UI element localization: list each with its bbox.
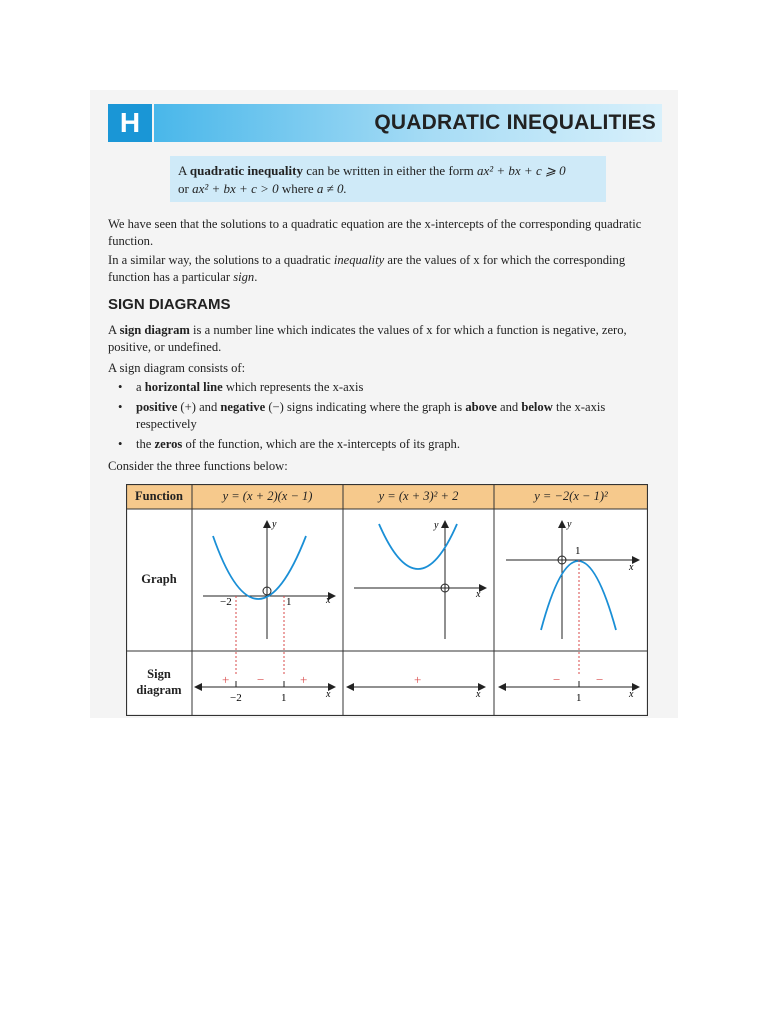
p2-italic-inequality: inequality <box>333 253 385 267</box>
sign-diagram-intro <box>108 322 664 356</box>
sign-diagrams-heading: SIGN DIAGRAMS <box>108 296 231 313</box>
def-text-or: or <box>178 181 193 196</box>
bullet-1-pre: a <box>136 380 145 394</box>
sign-1-minus: − <box>257 672 265 687</box>
sign-1-value-1: 1 <box>281 692 287 704</box>
bullet-2-text-4: the x-axis respectively <box>136 400 606 431</box>
graph-1-label-neg2: −2 <box>220 596 232 608</box>
graph-1-x-label: x <box>326 595 331 606</box>
definition-line-1 <box>178 162 598 180</box>
graph-3-y-label: y <box>567 519 572 530</box>
row-label-function: Function <box>135 489 183 503</box>
sign-2-axis-label: x <box>476 689 481 700</box>
sign-1-axis-label: x <box>326 689 331 700</box>
def-term: quadratic inequality <box>189 163 303 178</box>
def-text-where: where <box>278 181 317 196</box>
sign-3-minus: − <box>553 672 561 687</box>
bullet-3-pre: the <box>136 437 155 451</box>
definition-line-2 <box>178 180 598 198</box>
sign-3-axis-label: x <box>629 689 634 700</box>
sign-diagram-1 <box>196 672 334 704</box>
row-label-graph: Graph <box>141 572 177 586</box>
intro-term: sign diagram <box>119 323 190 337</box>
bullet-2-text: (+) and <box>177 400 221 414</box>
graph-1-label-1: 1 <box>286 596 292 608</box>
def-math-3: a ≠ 0. <box>316 181 347 196</box>
def-math-2: ax² + bx + c > 0 <box>192 181 279 196</box>
bullet-2-text-2: (−) signs indicating where the graph is <box>265 400 466 414</box>
graph-3-x-label: x <box>629 562 634 573</box>
paragraph-2 <box>108 252 664 286</box>
sign-1-plus: + <box>222 672 230 687</box>
row-label-sign: Sign <box>147 667 171 681</box>
function-2-label: y = (x + 3)² + 2 <box>378 489 459 503</box>
p2-text-e: . <box>254 270 258 284</box>
bullet-2-bold-above: above <box>465 400 497 414</box>
sign-2-plus: + <box>414 672 422 687</box>
function-3-label: y = −2(x − 1)² <box>534 489 608 503</box>
graph-3-label-1: 1 <box>575 545 581 557</box>
bullet-3-bold: zeros <box>154 437 183 451</box>
intro-a: A <box>108 323 120 337</box>
graph-3-curve <box>541 561 616 630</box>
function-1-label: y = (x + 2)(x − 1) <box>222 489 313 503</box>
graph-3 <box>506 519 638 674</box>
definition-box <box>170 156 606 202</box>
paragraph-1: We have seen that the solutions to a quadratic equation are the x-intercepts of the corresponding quadratic function. <box>108 217 642 248</box>
p2-text-c: are the values of x for which the corresponding function has a particular <box>108 253 626 284</box>
bullet-dot: • <box>118 437 123 451</box>
section-letter: H <box>119 107 141 138</box>
graph-1-y-label: y <box>272 519 277 530</box>
def-math-1: ax² + bx + c ⩾ 0 <box>476 163 566 178</box>
sign-diagram-3 <box>500 672 638 704</box>
bullet-1-bold: horizontal line <box>144 380 223 394</box>
bullet-dot: • <box>118 380 123 394</box>
row-label-diagram: diagram <box>136 683 182 697</box>
sign-3-minus: − <box>596 672 604 687</box>
def-text-a: A <box>178 163 190 178</box>
graphs-layer <box>126 484 648 716</box>
sign-1-value-neg2: −2 <box>230 692 242 704</box>
p2-text-a: In a similar way, the solutions to a quadratic <box>108 253 334 267</box>
bullet-dot: • <box>118 400 123 414</box>
def-text-c: can be written in either the form <box>302 163 477 178</box>
consists-text: A sign diagram consists of: <box>108 361 246 375</box>
section-header <box>108 104 662 142</box>
graph-2-x-label: x <box>476 589 481 600</box>
section-letter-box <box>108 104 152 142</box>
intro-c: is a number line which indicates the values of x for which a function is negative, zero, positive, or undefined. <box>108 323 627 354</box>
bullet-2-bold-below: below <box>521 400 553 414</box>
bullet-1-post: which represents the x-axis <box>222 380 364 394</box>
graph-2 <box>354 520 485 639</box>
p2-italic-sign: sign <box>233 270 255 284</box>
sign-diagram-2 <box>348 672 484 700</box>
bullet-2-bold-negative: negative <box>220 400 266 414</box>
bullet-2-text-3: and <box>496 400 522 414</box>
sign-1-plus: + <box>300 672 308 687</box>
graph-2-y-label: y <box>434 520 439 531</box>
functions-table <box>126 484 648 716</box>
graph-1-curve <box>213 536 306 599</box>
section-title-bar <box>154 104 662 142</box>
bullet-2-bold-positive: positive <box>136 400 178 414</box>
consider-text: Consider the three functions below: <box>108 459 288 473</box>
bullet-3-post: of the function, which are the x-intercepts of its graph. <box>182 437 460 451</box>
sign-3-value-1: 1 <box>576 692 582 704</box>
graph-1 <box>203 519 334 674</box>
section-title: QUADRATIC INEQUALITIES <box>374 111 656 134</box>
